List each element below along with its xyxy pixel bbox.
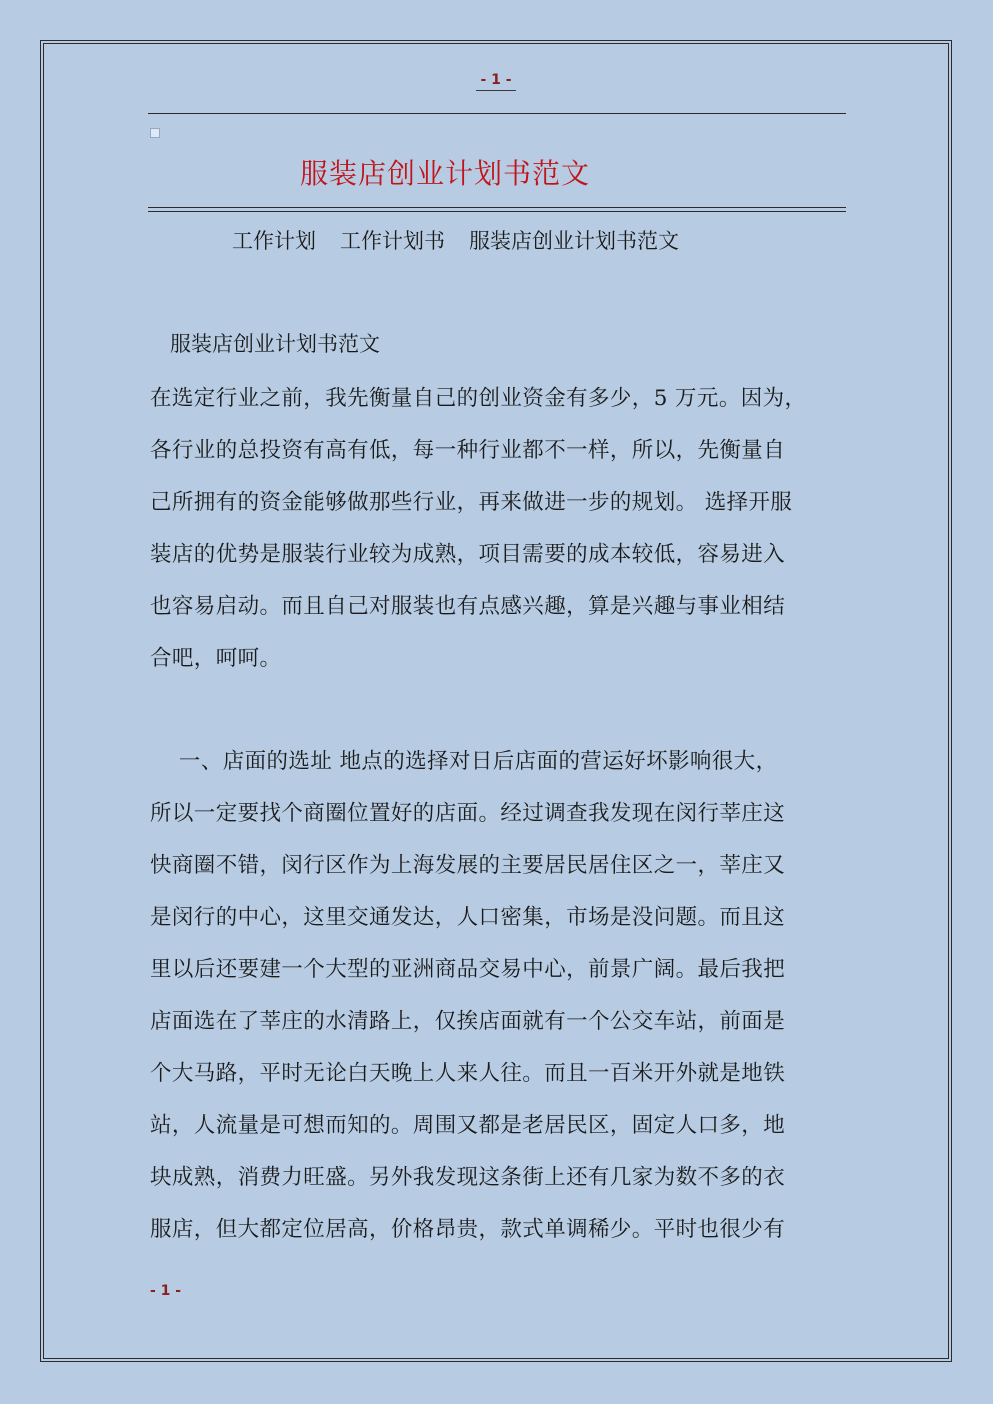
text-line: 块成熟，消费力旺盛。另外我发现这条街上还有几家为数不多的衣 — [150, 1165, 786, 1190]
image-placeholder-icon — [150, 128, 160, 138]
text-line: 个大马路，平时无论白天晚上人来人往。而且一百米开外就是地铁 — [150, 1061, 786, 1086]
text-line: 店面选在了莘庄的水清路上，仅挨店面就有一个公交车站，前面是 — [150, 1009, 786, 1034]
text-line: 站，人流量是可想而知的。周围又都是老居民区，固定人口多，地 — [150, 1113, 786, 1138]
header-rule — [148, 113, 846, 114]
text-line: 里以后还要建一个大型的亚洲商品交易中心，前景广阔。最后我把 — [150, 957, 786, 982]
tag-item: 工作计划 — [232, 229, 316, 253]
footer-page-number: - 1 - — [150, 1283, 182, 1299]
tag-item: 工作计划书 — [340, 229, 445, 253]
text-line: 在选定行业之前，我先衡量自己的创业资金有多少，5 万元。因为， — [150, 386, 807, 411]
title-rule-top — [148, 207, 846, 208]
text-line: 是闵行的中心，这里交通发达，人口密集，市场是没问题。而且这 — [150, 905, 786, 930]
text-line: 也容易启动。而且自己对服装也有点感兴趣，算是兴趣与事业相结 — [150, 594, 786, 619]
text-line: 合吧，呵呵。 — [150, 646, 282, 671]
text-line: 所以一定要找个商圈位置好的店面。经过调查我发现在闵行莘庄这 — [150, 801, 786, 826]
text-line: 服店，但大都定位居高，价格昂贵，款式单调稀少。平时也很少有 — [150, 1217, 786, 1242]
document-title: 服装店创业计划书范文 — [300, 157, 591, 190]
text-line: 己所拥有的资金能够做那些行业，再来做进一步的规划。 选择开服 — [150, 490, 793, 515]
text-line: 各行业的总投资有高有低，每一种行业都不一样，所以，先衡量自 — [150, 438, 786, 463]
text-line: 一、店面的选址 地点的选择对日后店面的营运好坏影响很大， — [150, 749, 778, 774]
title-rule-bottom — [148, 211, 846, 212]
tag-list — [232, 225, 679, 255]
section-heading: 服装店创业计划书范文 — [170, 332, 380, 356]
text-line: 快商圈不错，闵行区作为上海发展的主要居民居住区之一，莘庄又 — [150, 853, 786, 878]
header-page-number: - 1 - — [476, 72, 516, 91]
text-line: 装店的优势是服装行业较为成熟，项目需要的成本较低，容易进入 — [150, 542, 786, 567]
tag-item: 服装店创业计划书范文 — [469, 229, 679, 253]
